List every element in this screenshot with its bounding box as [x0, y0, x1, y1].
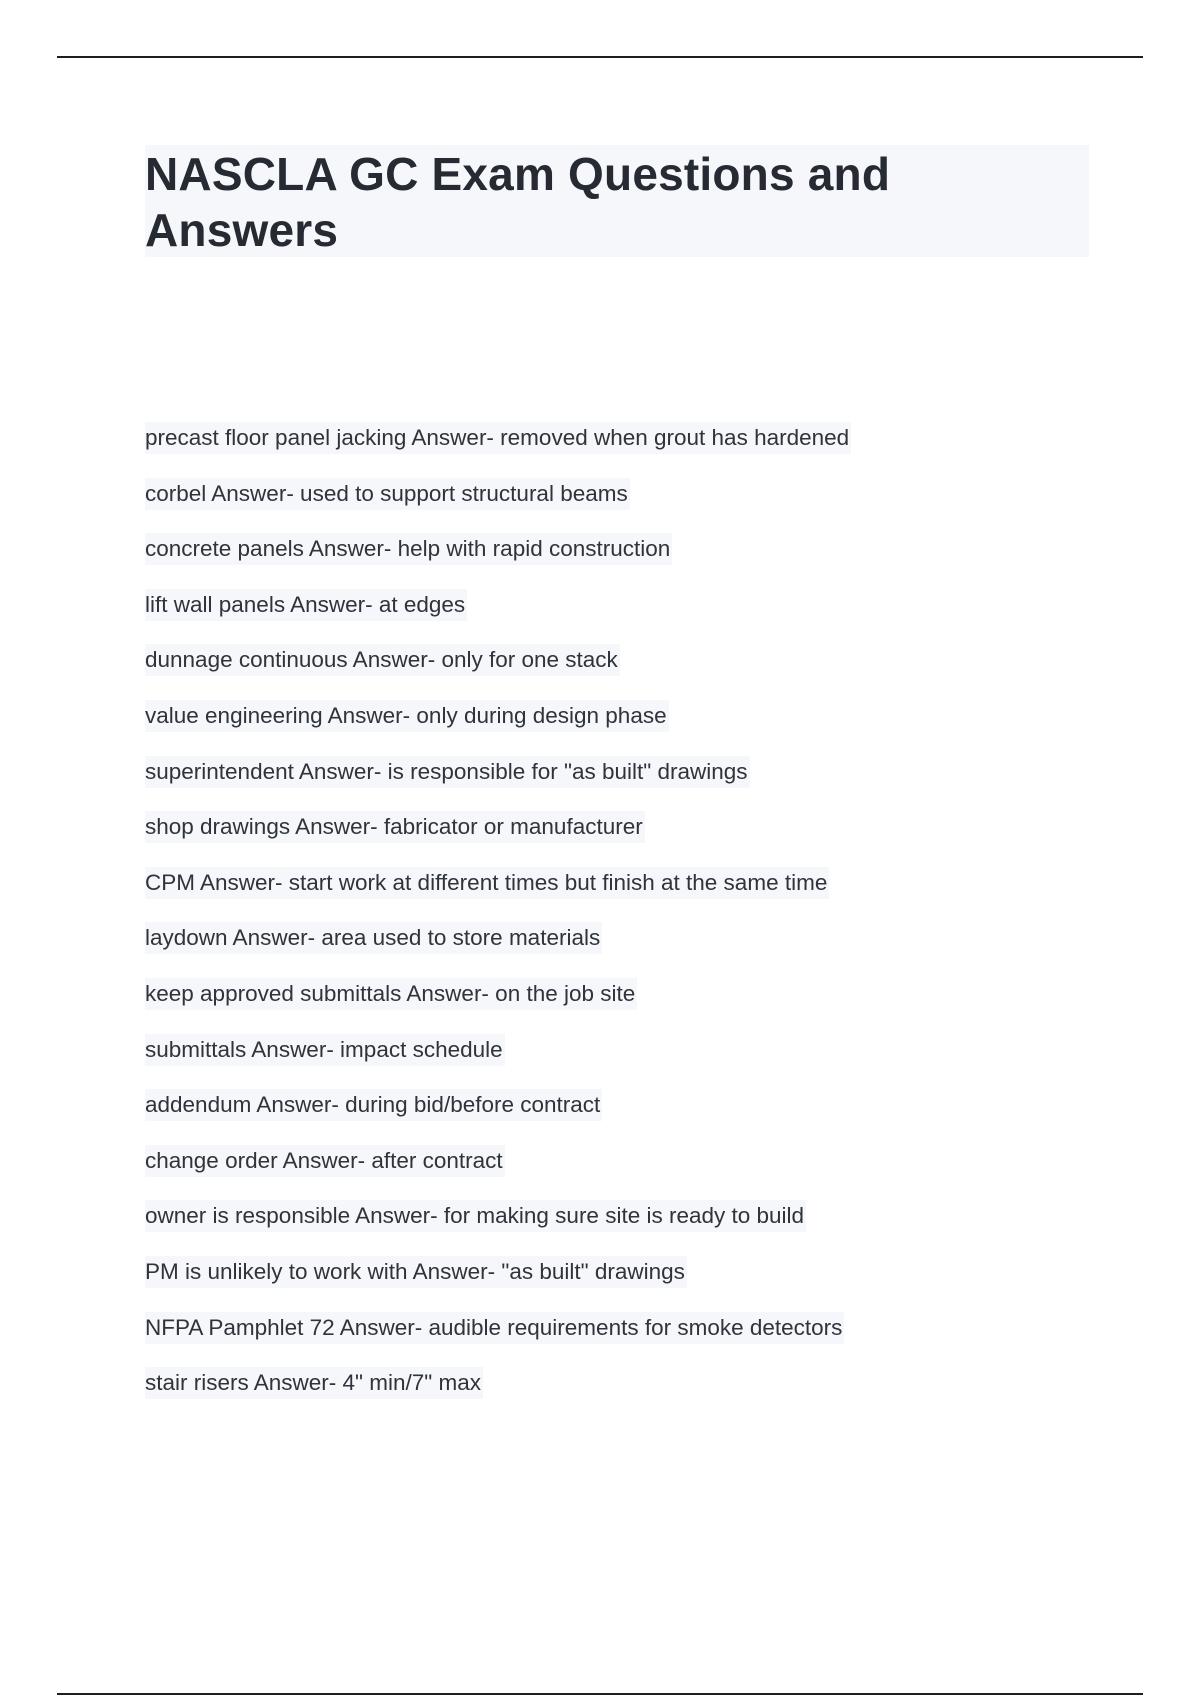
qa-text: addendum Answer- during bid/before contract	[145, 1089, 602, 1121]
list-item	[145, 1089, 1105, 1145]
list-item	[145, 1034, 1105, 1090]
list-item	[145, 1200, 1105, 1256]
list-item	[145, 644, 1105, 700]
list-item	[145, 533, 1105, 589]
list-item	[145, 478, 1105, 534]
qa-text: CPM Answer- start work at different times but finish at the same time	[145, 867, 829, 899]
qa-text: change order Answer- after contract	[145, 1145, 505, 1177]
header-rule	[57, 56, 1143, 58]
list-item	[145, 700, 1105, 756]
qa-text: precast floor panel jacking Answer- removed when grout has hardened	[145, 422, 851, 454]
list-item	[145, 1312, 1105, 1368]
qa-text: laydown Answer- area used to store materials	[145, 922, 602, 954]
qa-text: dunnage continuous Answer- only for one stack	[145, 644, 620, 676]
qa-text: lift wall panels Answer- at edges	[145, 589, 467, 621]
title-block	[145, 145, 1089, 257]
list-item	[145, 589, 1105, 645]
qa-text: concrete panels Answer- help with rapid construction	[145, 533, 672, 565]
qa-text: PM is unlikely to work with Answer- "as built" drawings	[145, 1256, 687, 1288]
qa-text: owner is responsible Answer- for making sure site is ready to build	[145, 1200, 806, 1232]
qa-text: superintendent Answer- is responsible for "as built" drawings	[145, 756, 750, 788]
qa-text: submittals Answer- impact schedule	[145, 1034, 505, 1066]
qa-list	[145, 422, 1105, 1423]
list-item	[145, 1256, 1105, 1312]
list-item	[145, 422, 1105, 478]
qa-text: stair risers Answer- 4" min/7" max	[145, 1367, 483, 1399]
list-item	[145, 867, 1105, 923]
list-item	[145, 756, 1105, 812]
list-item	[145, 1145, 1105, 1201]
list-item	[145, 1367, 1105, 1423]
footer-rule	[57, 1693, 1143, 1695]
list-item	[145, 978, 1105, 1034]
qa-text: corbel Answer- used to support structural beams	[145, 478, 630, 510]
list-item	[145, 922, 1105, 978]
qa-text: value engineering Answer- only during design phase	[145, 700, 669, 732]
qa-text: keep approved submittals Answer- on the job site	[145, 978, 637, 1010]
qa-text: NFPA Pamphlet 72 Answer- audible requirements for smoke detectors	[145, 1312, 844, 1344]
list-item	[145, 811, 1105, 867]
qa-text: shop drawings Answer- fabricator or manufacturer	[145, 811, 645, 843]
page-title: NASCLA GC Exam Questions and Answers	[145, 148, 891, 256]
